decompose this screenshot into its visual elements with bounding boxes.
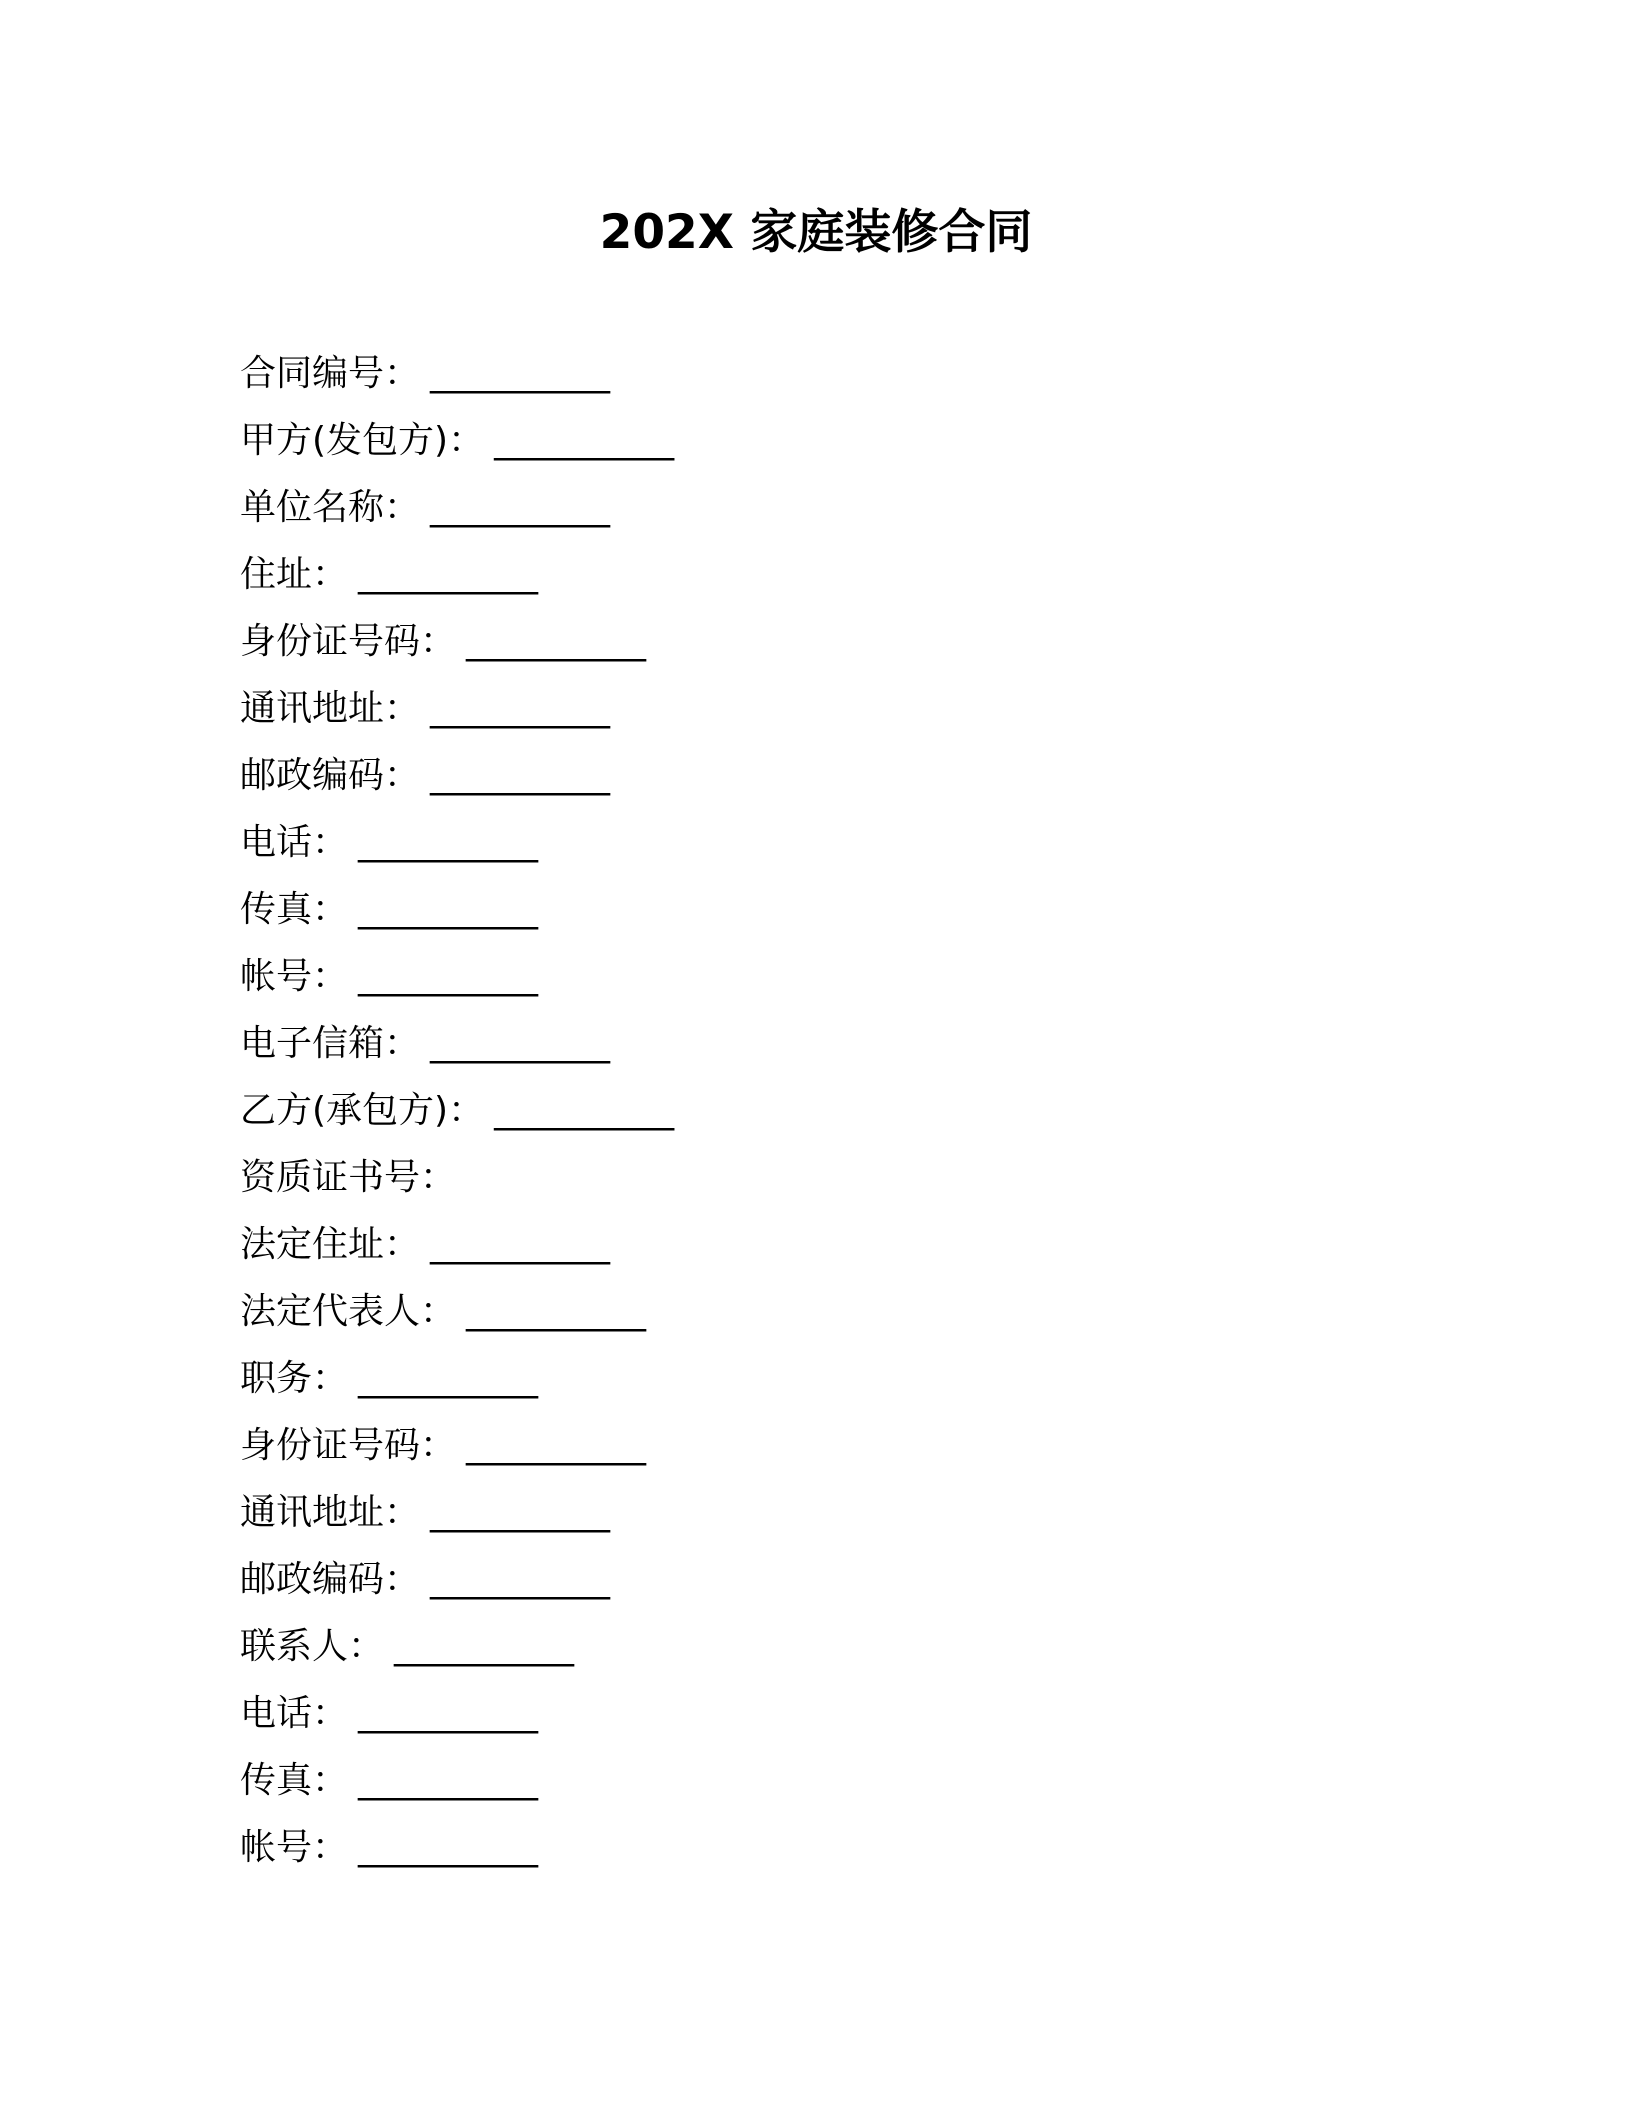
field-fax-b [240,1747,1390,1814]
field-phone-a [240,809,1390,876]
field-blank: __________ [466,1425,647,1466]
field-label: 帐号： [240,956,349,997]
field-blank: __________ [430,1559,611,1600]
field-blank: __________ [494,420,675,461]
field-label: 单位名称： [240,487,421,528]
field-blank: __________ [358,889,539,930]
field-label: 电话： [240,822,349,863]
field-label: 帐号： [240,1827,349,1868]
field-postal-code-a [240,742,1390,809]
field-company-name [240,474,1390,541]
field-id-number-a [240,608,1390,675]
field-label: 传真： [240,1760,349,1801]
field-blank: __________ [358,1693,539,1734]
field-label: 住址： [240,554,349,595]
field-position [240,1345,1390,1412]
field-account-a [240,943,1390,1010]
field-legal-representative [240,1278,1390,1345]
field-label: 电话： [240,1693,349,1734]
field-contact-person [240,1613,1390,1680]
field-blank: __________ [430,1023,611,1064]
field-blank: __________ [358,1760,539,1801]
field-fax-a [240,876,1390,943]
field-label: 法定住址： [240,1224,421,1265]
field-blank: __________ [358,1827,539,1868]
field-mailing-address-a [240,675,1390,742]
field-party-a [240,407,1390,474]
field-blank: __________ [466,621,647,662]
field-blank: __________ [430,1224,611,1265]
field-blank: __________ [358,822,539,863]
field-label: 资质证书号： [240,1157,457,1198]
field-label: 身份证号码： [240,1425,457,1466]
field-label: 身份证号码： [240,621,457,662]
field-qualification-cert [240,1144,1390,1211]
field-label: 邮政编码： [240,1559,421,1600]
field-blank: __________ [430,1492,611,1533]
field-id-number-b [240,1412,1390,1479]
field-mailing-address-b [240,1479,1390,1546]
field-blank: __________ [394,1626,575,1667]
field-blank: __________ [430,688,611,729]
field-label: 邮政编码： [240,755,421,796]
field-label: 甲方(发包方)： [240,420,485,461]
field-party-b [240,1077,1390,1144]
field-postal-code-b [240,1546,1390,1613]
field-label: 通讯地址： [240,688,421,729]
field-email-a [240,1010,1390,1077]
field-contract-number [240,340,1390,407]
field-blank: __________ [430,353,611,394]
field-account-b [240,1814,1390,1881]
field-blank: __________ [430,755,611,796]
field-blank: __________ [430,487,611,528]
field-blank: __________ [358,1358,539,1399]
field-blank: __________ [358,554,539,595]
field-blank: __________ [358,956,539,997]
contract-fields [240,340,1390,1881]
field-label: 合同编号： [240,353,421,394]
field-blank: __________ [494,1090,675,1131]
document-title: 202X 家庭装修合同 [599,205,1033,260]
field-legal-address [240,1211,1390,1278]
field-label: 法定代表人： [240,1291,457,1332]
field-label: 职务： [240,1358,349,1399]
field-label: 传真： [240,889,349,930]
field-phone-b [240,1680,1390,1747]
field-label: 通讯地址： [240,1492,421,1533]
field-label: 联系人： [240,1626,385,1667]
field-residence [240,541,1390,608]
field-label: 乙方(承包方)： [240,1090,485,1131]
field-label: 电子信箱： [240,1023,421,1064]
field-blank: __________ [466,1291,647,1332]
